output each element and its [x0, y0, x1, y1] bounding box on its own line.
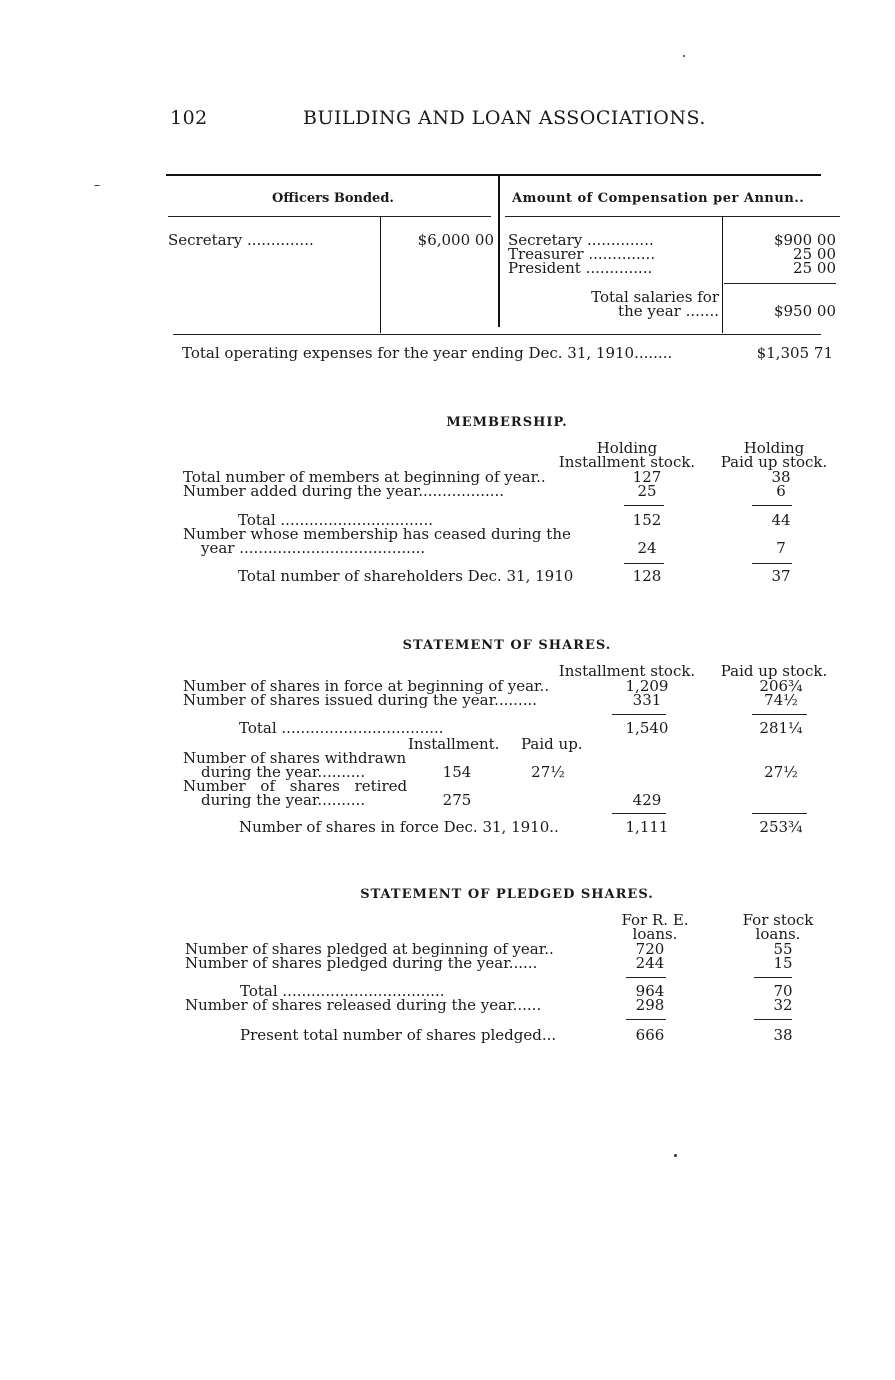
comp-amount: $900 00: [773, 231, 836, 249]
comp-amount: 25 00: [793, 245, 836, 263]
shares-retired-label: Number of shares retired: [183, 777, 408, 795]
shares-retired-inst: 275: [442, 791, 472, 809]
shares-retired-label-2: during the year..........: [201, 791, 366, 809]
pledged-col1-head: For R. E.: [621, 911, 689, 929]
comp-officer: Secretary ..............: [508, 231, 654, 249]
officers-bonded-heading: Officers Bonded.: [272, 191, 394, 206]
shares-col1-head: Installment stock.: [558, 662, 696, 680]
shares-withdrawn-inst: 154: [442, 763, 472, 781]
shares-final-v2: 253¾: [759, 818, 803, 836]
shares-withdrawn-paid: 27½: [531, 763, 565, 781]
pledged-row-v2: 38: [773, 1026, 793, 1044]
total-salaries-label: Total salaries for: [591, 288, 719, 306]
shares-row-v1: 1,540: [625, 719, 669, 737]
comp-officer: Treasurer ..............: [508, 245, 656, 263]
membership-row-label: Number added during the year..................: [183, 482, 505, 500]
shares-retired-v1: 429: [632, 791, 662, 809]
membership-row-v2: 44: [771, 511, 791, 529]
shares-row-v1: 331: [632, 691, 662, 709]
shares-row-label: Total ..................................: [239, 719, 444, 737]
shares-row-v1: 1,209: [625, 677, 669, 695]
bonded-amount-divider: [380, 216, 381, 333]
shares-sum-rule: [612, 813, 666, 814]
membership-col2-head: Holding: [743, 439, 805, 457]
page-number: 102: [170, 107, 208, 129]
running-title: BUILDING AND LOAN ASSOCIATIONS.: [303, 107, 706, 129]
membership-sum-rule: [624, 563, 664, 564]
shares-col2-head: Paid up stock.: [720, 662, 828, 680]
table-bottom-rule: [173, 334, 821, 335]
membership-row-label: Total ................................: [238, 511, 433, 529]
pledged-row-v1: 720: [635, 940, 665, 958]
pledged-sum-rule: [754, 1019, 792, 1020]
pledged-sum-rule: [754, 977, 792, 978]
shares-withdrawn-v2: 27½: [764, 763, 798, 781]
compensation-amount-divider: [722, 216, 723, 333]
operating-expenses-amount: $1,305 71: [756, 344, 833, 362]
shares-row-v2: 281¼: [759, 719, 803, 737]
comp-amount: 25 00: [793, 259, 836, 277]
pledged-row-v1: 964: [635, 982, 665, 1000]
pledged-row-label: Total ..................................: [240, 982, 445, 1000]
shares-sum-rule: [752, 813, 807, 814]
shares-row-v2: 206¾: [759, 677, 803, 695]
pledged-row-v2: 15: [773, 954, 793, 972]
pledged-title: STATEMENT OF PLEDGED SHARES.: [360, 887, 654, 902]
bonded-amount: $6,000 00: [417, 231, 494, 249]
pledged-row-v2: 55: [773, 940, 793, 958]
membership-row-v1: 127: [632, 468, 662, 486]
pledged-sum-rule: [626, 1019, 666, 1020]
scan-speck: [674, 1154, 677, 1157]
membership-row-v2: 38: [771, 468, 791, 486]
shares-row-label: Number of shares issued during the year.........: [183, 691, 538, 709]
comp-officer: President ..............: [508, 259, 653, 277]
pledged-row-label: Number of shares pledged at beginning of year..: [185, 940, 554, 958]
scan-speck: [683, 55, 685, 57]
membership-row-v1: 24: [637, 539, 657, 557]
membership-row-v1: 25: [637, 482, 657, 500]
membership-row-v2: 37: [771, 567, 791, 585]
pledged-sum-rule: [626, 977, 666, 978]
pledged-col2-head-2: loans.: [755, 925, 801, 943]
membership-sum-rule: [752, 505, 792, 506]
right-heading-rule: [505, 216, 840, 217]
membership-row-label: Total number of shareholders Dec. 31, 1910: [238, 567, 574, 585]
membership-row-v1: 152: [632, 511, 662, 529]
shares-final-label: Number of shares in force Dec. 31, 1910..: [239, 818, 559, 836]
membership-sum-rule: [624, 505, 664, 506]
shares-sub-col1: Installment.: [408, 735, 500, 753]
membership-row-label-2: year .......................................: [201, 539, 426, 557]
pledged-row-label: Present total number of shares pledged...: [240, 1026, 557, 1044]
total-salaries-rule: [724, 283, 836, 284]
pledged-row-v1: 666: [635, 1026, 665, 1044]
table-center-divider: [498, 175, 500, 327]
pledged-col1-head-2: loans.: [632, 925, 678, 943]
membership-row-label: Number whose membership has ceased during the: [183, 525, 571, 543]
membership-title: MEMBERSHIP.: [446, 415, 568, 430]
pledged-row-v2: 32: [773, 996, 793, 1014]
table-top-rule: [166, 174, 821, 176]
pledged-row-label: Number of shares released during the year......: [185, 996, 542, 1014]
shares-sub-col2: Paid up.: [521, 735, 583, 753]
membership-row-v1: 128: [632, 567, 662, 585]
membership-row-v2: 6: [776, 482, 786, 500]
compensation-heading: Amount of Compensation per Annun..: [512, 191, 805, 206]
membership-sum-rule: [752, 563, 792, 564]
shares-final-v1: 1,111: [625, 818, 669, 836]
total-salaries-label-2: the year .......: [618, 302, 719, 320]
total-salaries-amount: $950 00: [773, 302, 836, 320]
shares-title: STATEMENT OF SHARES.: [402, 638, 612, 653]
pledged-col2-head: For stock: [742, 911, 814, 929]
left-heading-rule: [168, 216, 491, 217]
pledged-row-label: Number of shares pledged during the year......: [185, 954, 538, 972]
pledged-row-v1: 298: [635, 996, 665, 1014]
membership-col1-head-2: Installment stock.: [558, 453, 696, 471]
membership-col1-head: Holding: [596, 439, 658, 457]
shares-row-v2: 74½: [764, 691, 798, 709]
bonded-officer: Secretary ..............: [168, 231, 314, 249]
operating-expenses-label: Total operating expenses for the year ending Dec. 31, 1910........: [182, 344, 673, 362]
shares-withdrawn-label: Number of shares withdrawn: [183, 749, 407, 767]
pledged-row-v1: 244: [635, 954, 665, 972]
shares-row-label: Number of shares in force at beginning of year..: [183, 677, 550, 695]
membership-row-v2: 7: [776, 539, 786, 557]
membership-row-label: Total number of members at beginning of year..: [183, 468, 546, 486]
scan-speck: [94, 185, 100, 186]
shares-sum-rule: [612, 714, 666, 715]
shares-sum-rule: [752, 714, 807, 715]
membership-col2-head-2: Paid up stock.: [720, 453, 828, 471]
shares-withdrawn-label-2: during the year..........: [201, 763, 366, 781]
pledged-row-v2: 70: [773, 982, 793, 1000]
